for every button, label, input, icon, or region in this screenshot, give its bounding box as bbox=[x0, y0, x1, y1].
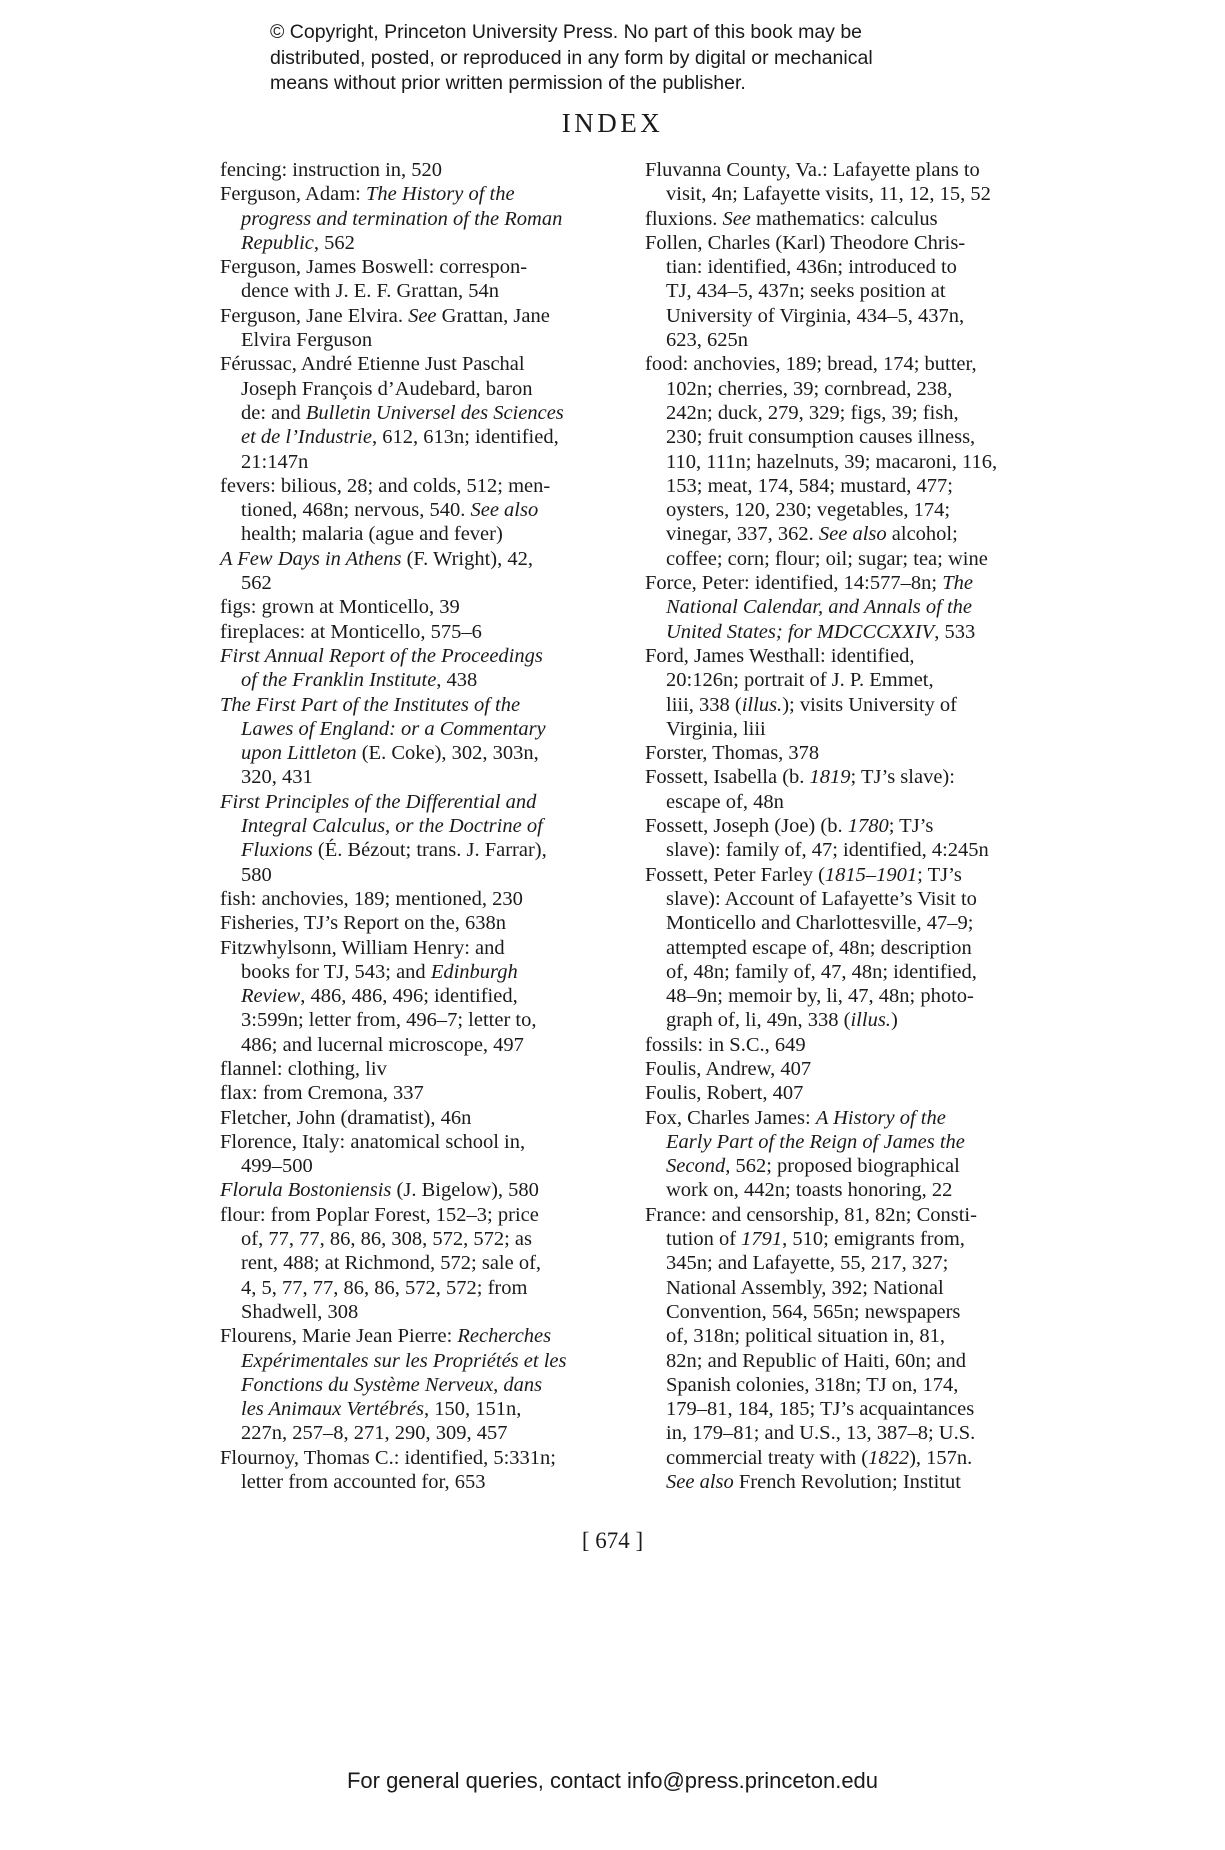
copyright-line: distributed, posted, or reproduced in any form by digital or mechanical bbox=[270, 46, 873, 69]
index-entry: fireplaces: at Monticello, 575–6 bbox=[220, 620, 482, 643]
index-entry: Follen, Charles (Karl) Theodore Chris- tian: identified, 436n; introduced to TJ, 434–5, 437n; seeks position at University of Virginia, 434–5, 437n, 623, 625n bbox=[645, 231, 966, 352]
page-title: INDEX bbox=[561, 108, 664, 138]
copyright-notice bbox=[270, 20, 990, 97]
index-entry: fossils: in S.C., 649 bbox=[645, 1033, 806, 1056]
index-entry: Fletcher, John (dramatist), 46n bbox=[220, 1106, 472, 1129]
index-entry: Ferguson, Jane Elvira. See Grattan, Jane Elvira Ferguson bbox=[220, 304, 550, 352]
index-entry: Flourens, Marie Jean Pierre: Recherches Expérimentales sur les Propriétés et les Fonctions du Système Nerveux, dans les Animaux Vertébrés, 150, 151n, 227n, 257–8, 271, 290, 309, 457 bbox=[220, 1325, 567, 1445]
index-entry: Fitzwhylsonn, William Henry: and books for TJ, 543; and Edinburgh Review, 486, 486, 496; identified, 3:599n; letter from, 496–7; letter to, 486; and lucernal microscope, 497 bbox=[220, 936, 537, 1056]
index-entry: figs: grown at Monticello, 39 bbox=[220, 596, 460, 619]
index-entry: Fossett, Isabella (b. 1819; TJ’s slave): escape of, 48n bbox=[645, 766, 955, 813]
index-entry: Fisheries, TJ’s Report on the, 638n bbox=[220, 912, 507, 935]
index-entry: Ferguson, Adam: The History of the progress and termination of the Roman Republic, 562 bbox=[220, 183, 563, 254]
copyright-line: © Copyright, Princeton University Press. No part of this book may be bbox=[270, 21, 863, 43]
index-entry: First Annual Report of the Proceedings of the Franklin Institute, 438 bbox=[220, 644, 543, 692]
index-entry: Flournoy, Thomas C.: identified, 5:331n; letter from accounted for, 653 bbox=[220, 1446, 556, 1494]
index-entry: Fox, Charles James: A History of the Early Part of the Reign of James the Second, 562; proposed biographical work on, 442n; toasts honoring, 22 bbox=[645, 1106, 965, 1202]
index-entry: fish: anchovies, 189; mentioned, 230 bbox=[220, 887, 523, 910]
index-entry: flax: from Cremona, 337 bbox=[220, 1082, 424, 1105]
index-entry: fevers: bilious, 28; and colds, 512; men- tioned, 468n; nervous, 540. See also health; malaria (ague and fever) bbox=[220, 474, 551, 546]
index-entry: Florence, Italy: anatomical school in, 499–500 bbox=[220, 1130, 526, 1178]
index-entry: France: and censorship, 81, 82n; Consti- tution of 1791, 510; emigrants from, 345n; and Lafayette, 55, 217, 327; National Assembly, 392; National Convention, 564, 565n; newspapers of, 318n; political situation in, 81, 82n; and Republic of Haiti, 60n; and Spanish colonies, 318n; TJ on, 174, 179–81, 184, 185; TJ’s acquaintances in, 179–81; and U.S., 13, 387–8; U.S. commercial treaty with (1822), 157n. See also French Revolution; Institut bbox=[645, 1203, 977, 1494]
index-entry: fluxions. See mathematics: calculus bbox=[645, 207, 938, 230]
index-entry: Férussac, André Etienne Just Paschal Joseph François d’Audebard, baron de: and Bulletin Universel des Sciences et de l’Industrie, 612, 613n; identified, 21:147n bbox=[220, 353, 564, 473]
index-entry: Florula Bostoniensis (J. Bigelow), 580 bbox=[220, 1179, 539, 1202]
index-entry: A Few Days in Athens (F. Wright), 42, 562 bbox=[220, 547, 533, 595]
index-entry: Fossett, Peter Farley (1815–1901; TJ’s slave): Account of Lafayette’s Visit to Monticello and Charlottesville, 47–9; attempted escape of, 48n; description of, 48n; family of, 47, 48n; identified, 48–9n; memoir by, li, 47, 48n; photo- graph of, li, 49n, 338 (illus.) bbox=[645, 863, 977, 1032]
index-entry: First Principles of the Differential and Integral Calculus, or the Doctrine of Fluxions (É. Bézout; trans. J. Farrar), 580 bbox=[220, 790, 547, 886]
index-column-left bbox=[220, 158, 640, 1494]
index-entry: Foulis, Andrew, 407 bbox=[645, 1057, 812, 1080]
index-entry: food: anchovies, 189; bread, 174; butter, 102n; cherries, 39; cornbread, 238, 242n; duck, 279, 329; figs, 39; fish, 230; fruit consumption causes illness, 110, 111n; hazelnuts, 39; macaroni, 116, 153; meat, 174, 584; mustard, 477; oysters, 120, 230; vegetables, 174; vinegar, 337, 362. See also alcohol; coffee; corn; flour; oil; sugar; tea; wine bbox=[645, 353, 998, 570]
index-entry: Fluvanna County, Va.: Lafayette plans to visit, 4n; Lafayette visits, 11, 12, 15, 52 bbox=[645, 159, 991, 206]
page-number: [ 674 ] bbox=[581, 1528, 644, 1553]
index-entry: Forster, Thomas, 378 bbox=[645, 742, 820, 765]
index-entry: Ford, James Westhall: identified, 20:126n; portrait of J. P. Emmet, liii, 338 (illus.); visits University of Virginia, liii bbox=[645, 644, 957, 740]
index-column-right bbox=[645, 158, 1065, 1494]
index-entry: Ferguson, James Boswell: correspon- dence with J. E. F. Grattan, 54n bbox=[220, 256, 528, 303]
index-entry: The First Part of the Institutes of the Lawes of England: or a Commentary upon Littleton (E. Coke), 302, 303n, 320, 431 bbox=[220, 693, 546, 789]
index-entry: flour: from Poplar Forest, 152–3; price of, 77, 77, 86, 86, 308, 572, 572; as rent, 488; at Richmond, 572; sale of, 4, 5, 77, 77, 86, 86, 572, 572; from Shadwell, 308 bbox=[220, 1203, 542, 1323]
index-entry: fencing: instruction in, 520 bbox=[220, 159, 443, 181]
index-entry: Force, Peter: identified, 14:577–8n; The National Calendar, and Annals of the United States; for MDCCCXXIV, 533 bbox=[645, 572, 976, 643]
index-entry: Fossett, Joseph (Joe) (b. 1780; TJ’s slave): family of, 47; identified, 4:245n bbox=[645, 815, 989, 862]
index-entry: flannel: clothing, liv bbox=[220, 1057, 387, 1080]
footer-contact: For general queries, contact info@press.princeton.edu bbox=[346, 1768, 879, 1793]
copyright-line: means without prior written permission of the publisher. bbox=[270, 72, 746, 94]
index-entry: Foulis, Robert, 407 bbox=[645, 1082, 804, 1105]
